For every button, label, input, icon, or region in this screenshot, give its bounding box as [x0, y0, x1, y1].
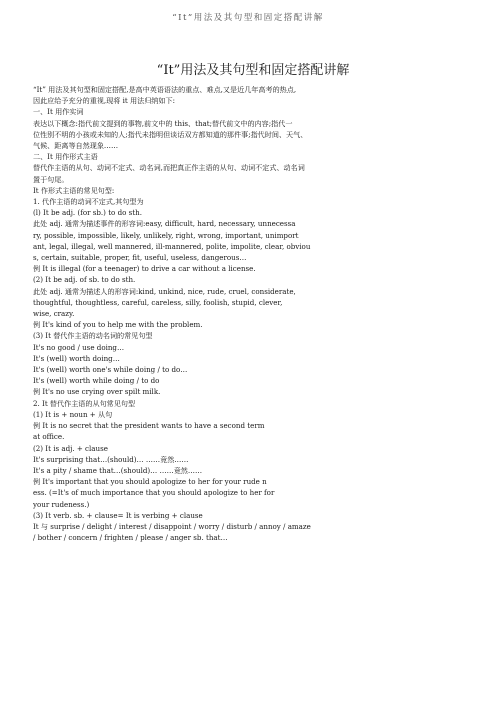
text-line: It's (well) worth one's while doing / to do…	[33, 365, 188, 375]
text-line: It's a pity / shame that…(should)… ……竟然……	[33, 465, 203, 475]
text-line: It's (well) worth while doing / to do	[33, 376, 160, 386]
text-line: 此处 adj. 通常为描述事件的形容词:easy, difficult, hard, necessary, unnecessa	[33, 219, 296, 229]
text-line: (2) It is adj. + clause	[33, 443, 108, 453]
text-line: at office.	[33, 432, 65, 442]
text-line: It's (well) worth doing…	[33, 353, 120, 363]
text-line: ant, legal, illegal, well mannered, ill-mannered, polite, impolite, clear, obviou	[33, 241, 311, 251]
text-line: 因此应给予充分的重视,现将 it 用法归纳如下:	[33, 96, 175, 106]
text-line: It 与 surprise / delight / interest / disappoint / worry / disturb / annoy / amaze	[33, 521, 311, 531]
text-line: It's surprising that…(should)… ……竟然……	[33, 454, 189, 464]
text-line: ess. (=It's of much importance that you should apologize to her for	[33, 488, 275, 498]
text-line: 例 It is no secret that the president wants to have a second term	[33, 421, 265, 431]
text-line: It's no good / use doing…	[33, 342, 125, 352]
text-line: thoughtful, thoughtless, careful, careless, silly, foolish, stupid, clever,	[33, 297, 283, 307]
text-line: (l) It be adj. (for sb.) to do sth.	[33, 208, 142, 218]
text-line: 例 It's kind of you to help me with the problem.	[33, 320, 203, 330]
text-line: 1. 代作主语的动词不定式,其句型为	[33, 197, 144, 207]
document-lines	[33, 84, 473, 543]
document-title: “It”用法及其句型和固定搭配讲解	[156, 63, 350, 78]
text-line: It 作形式主语的常见句型:	[33, 185, 115, 195]
text-line: (3) It verb. sb. + clause= It is verbing + clause	[33, 510, 203, 520]
text-line: 气候、距离等自然现象……	[33, 141, 119, 151]
text-line: 例 It's no use crying over spilt milk.	[33, 387, 161, 397]
text-line: 例 It is illegal (for a teenager) to drive a car without a license.	[33, 264, 256, 274]
text-line: 一、It 用作实词	[33, 107, 84, 117]
text-line: 二、It 用作形式主语	[33, 152, 98, 162]
text-line: 表达以下概念:指代前文提到的事物,前文中的 this、that;替代前文中的内容;指代一	[33, 118, 293, 128]
text-line: / bother / concern / frighten / please / anger sb. that…	[33, 533, 228, 543]
text-line: 替代作主语的从句、动词不定式、动名词,而把真正作主语的从句、动词不定式、动名词	[33, 163, 305, 173]
text-line: 位性别不明的小孩或未知的人;指代未指明但谈话双方都知道的那件事;指代时间、天气、	[33, 129, 308, 139]
text-line: your rudeness.)	[33, 499, 90, 509]
text-line: ry, possible, impossible, likely, unlikely, right, wrong, important, unimport	[33, 230, 299, 240]
running-header: “It”用法及其句型和固定搭配讲解	[172, 13, 324, 23]
text-line: (3) It 替代作主语的动名词的常见句型	[33, 331, 153, 341]
text-line: (2) It be adj. of sb. to do sth.	[33, 275, 136, 285]
text-line: “It” 用法及其句型和固定搭配,是高中英语语法的重点、难点,又是近几年高考的热点,	[33, 85, 297, 94]
text-line: 例 It's important that you should apologize to her for your rude n	[33, 477, 267, 487]
text-line: 2. It 替代作主语的从句常见句型	[33, 398, 136, 408]
text-line: 此处 adj. 通常为描述人的形容词:kind, unkind, nice, rude, cruel, considerate,	[33, 286, 296, 296]
text-line: 置于句尾。	[33, 174, 69, 184]
document-body	[33, 62, 473, 543]
text-line: (1) It is + noun + 从句	[33, 409, 113, 419]
text-line: s, certain, suitable, proper, fit, useful, useless, dangerous…	[33, 253, 247, 263]
text-line: wise, crazy.	[33, 309, 75, 319]
